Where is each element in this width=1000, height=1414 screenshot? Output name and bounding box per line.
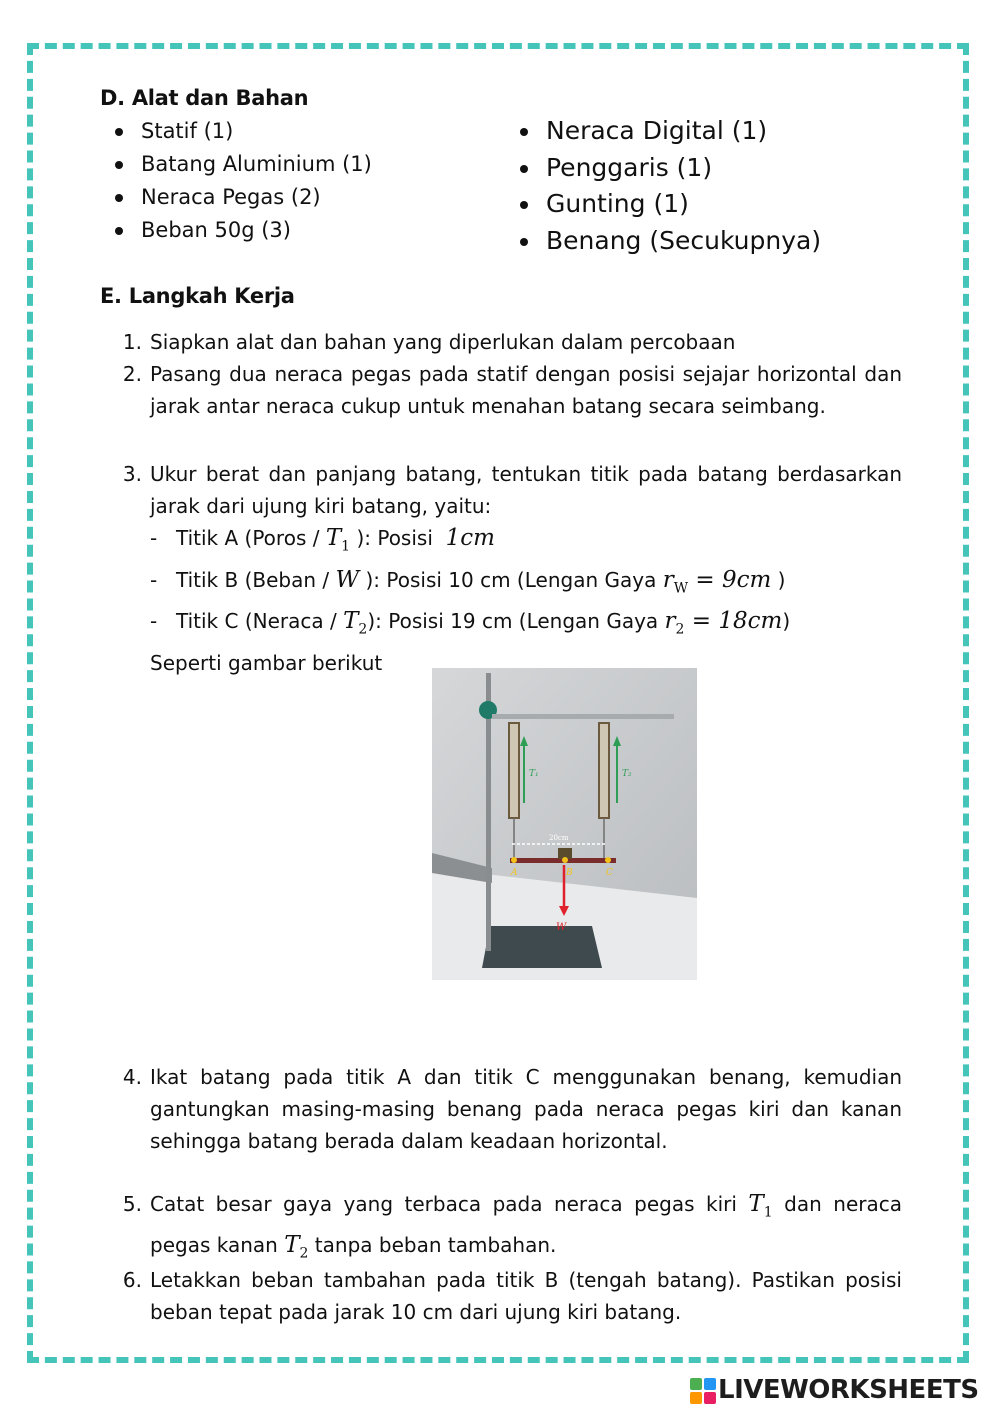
point-b-line: - Titik B (Beban / W ): Posisi 10 cm (Lengan Gaya $r_W = 9cm$ ) [150,566,786,597]
step-number: 1. [122,330,142,354]
liveworksheets-icon [690,1378,716,1404]
step-6 [112,1264,902,1328]
point-a-marker [511,857,517,863]
step-number: 3. [122,462,142,486]
tool-item: Neraca Pegas (2) [113,181,493,214]
step-text: Catat besar gaya yang terbaca pada neraca pegas kiri $T_1$ dan neraca pegas kanan $T_2$ tanpa beban tambahan. [150,1191,902,1262]
step-text: Letakkan beban tambahan pada titik B (tengah batang). Pastikan posisi beban tepat pada jarak 10 cm dari ujung kiri batang. [150,1268,902,1324]
point-b-marker [562,857,568,863]
step-number: 4. [122,1065,142,1089]
step-5 [112,1188,902,1269]
step-text: Siapkan alat dan bahan yang diperlukan dalam percobaan [150,330,736,354]
step-3 [112,458,902,680]
section-e-heading: E. Langkah Kerja [100,284,295,308]
step-number: 2. [122,362,142,386]
tools-list-left [113,115,493,247]
label-a: A [511,868,518,878]
point-c-line: - Titik C (Neraca / $T_2$): Posisi 19 cm (Lengan Gaya $r_2 = 18cm$) [150,608,791,638]
statif-base [482,926,602,968]
step-number: 5. [122,1192,142,1216]
experiment-illustration [432,668,697,980]
step-3-after: Seperti gambar berikut [150,650,383,675]
brand-text: LIVEWORKSHEETS [718,1375,979,1405]
step-text: Pasang dua neraca pegas pada statif dengan posisi sejajar horizontal dan jarak antar neraca cukup untuk menahan batang secara seimbang. [150,362,902,418]
label-distance: 20cm [549,834,569,842]
tools-list-right [518,113,938,259]
step-text: Ikat batang pada titik A dan titik C menggunakan benang, kemudian gantungkan masing-masing benang pada neraca pegas kiri dan kanan sehingga batang berada dalam keadaan horizontal. [150,1065,902,1153]
label-c: C [606,868,613,878]
label-b: B [566,868,573,878]
step-4 [112,1061,902,1157]
label-t1: T₁ [529,769,539,779]
label-t2: T₂ [622,769,632,779]
spring-balance-right [599,723,609,818]
step-1 [112,326,902,358]
horizontal-bar [492,714,674,719]
step-2 [112,358,902,422]
point-a-line: - Titik A (Poros / $T_1$ ): Posisi 1cm [150,525,495,555]
tool-item: Penggaris (1) [518,150,938,187]
section-d-heading: D. Alat dan Bahan [100,86,309,110]
label-w: W [556,922,567,933]
point-c-marker [605,857,611,863]
step-text: Ukur berat dan panjang batang, tentukan titik pada batang berdasarkan jarak dari ujung kiri batang, yaitu: [150,462,902,518]
tool-item: Batang Aluminium (1) [113,148,493,181]
tool-item: Neraca Digital (1) [518,113,938,150]
liveworksheets-logo[interactable] [690,1373,990,1409]
tool-item: Statif (1) [113,115,493,148]
experiment-photo [432,668,697,980]
tool-item: Benang (Secukupnya) [518,223,938,260]
tool-item: Beban 50g (3) [113,214,493,247]
spring-balance-left [509,723,519,818]
tool-item: Gunting (1) [518,186,938,223]
step-number: 6. [122,1268,142,1292]
